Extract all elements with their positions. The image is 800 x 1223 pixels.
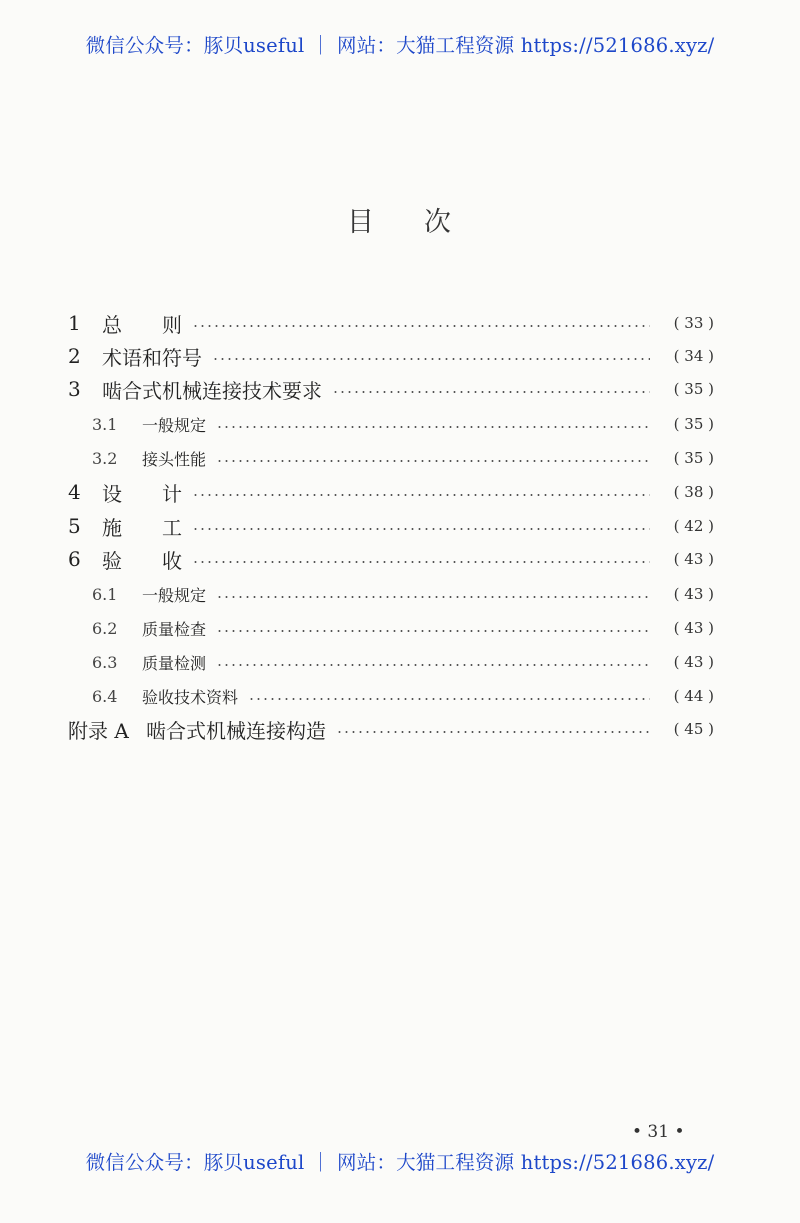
toc-leader [248, 698, 650, 700]
toc-page: ( 35 ) [673, 380, 714, 398]
toc-number: 3 [68, 377, 81, 401]
toc-number: 6.1 [92, 584, 118, 604]
toc-page: ( 35 ) [673, 415, 714, 433]
toc-entry[interactable] [68, 309, 714, 337]
toc-leader [332, 391, 650, 393]
toc-page: ( 43 ) [673, 653, 714, 671]
toc-leader [216, 630, 650, 632]
toc-number: 6.3 [92, 652, 118, 672]
toc-page: ( 43 ) [673, 585, 714, 603]
toc-page: ( 43 ) [673, 550, 714, 568]
toc-entry[interactable] [68, 545, 714, 573]
toc-leader [192, 494, 650, 496]
toc-number: 6 [68, 547, 81, 571]
toc-number: 3.1 [92, 414, 118, 434]
toc-entry[interactable] [68, 342, 714, 370]
toc-subentry[interactable] [92, 446, 714, 470]
toc-subentry[interactable] [92, 412, 714, 436]
toc-page: ( 44 ) [673, 687, 714, 705]
toc-label: 术语和符号 [102, 345, 202, 370]
toc-leader [216, 596, 650, 598]
toc-leader [216, 460, 650, 462]
toc-number: 2 [68, 344, 81, 368]
toc-number: 附录 A [68, 718, 129, 743]
toc-number: 5 [68, 514, 81, 538]
toc-leader [192, 528, 650, 530]
toc-subentry[interactable] [92, 616, 714, 640]
toc-page: ( 45 ) [673, 720, 714, 738]
toc-label: 总 则 [102, 312, 182, 337]
toc-label: 施 工 [102, 515, 182, 540]
toc-page: ( 35 ) [673, 449, 714, 467]
toc-page: ( 43 ) [673, 619, 714, 637]
toc-label: 验 收 [102, 548, 182, 573]
toc-leader [212, 358, 650, 360]
toc-label: 接头性能 [142, 449, 207, 469]
toc-page: ( 42 ) [673, 517, 714, 535]
toc-leader [336, 731, 650, 733]
toc-page: ( 38 ) [673, 483, 714, 501]
toc-label: 一般规定 [142, 415, 207, 435]
toc-leader [216, 426, 650, 428]
toc-entry[interactable] [68, 478, 714, 506]
toc-subentry[interactable] [92, 582, 714, 606]
toc-entry[interactable] [68, 512, 714, 540]
page-title [0, 200, 800, 239]
toc-leader [192, 561, 650, 563]
toc-leader [192, 325, 650, 327]
toc-number: 1 [68, 311, 81, 335]
toc-number: 6.4 [92, 686, 118, 706]
toc-label: 设 计 [102, 481, 182, 506]
title-char-2: 次 [424, 207, 453, 238]
title-char-1: 目 [347, 207, 376, 238]
toc-subentry[interactable] [92, 684, 714, 708]
toc-page: ( 34 ) [673, 347, 714, 365]
page-number: • 31 • [632, 1122, 685, 1142]
toc-number: 3.2 [92, 448, 118, 468]
toc-page: ( 33 ) [673, 314, 714, 332]
toc-label: 啮合式机械连接技术要求 [102, 378, 322, 403]
toc-number: 6.2 [92, 618, 118, 638]
toc-leader [216, 664, 650, 666]
toc-number: 4 [68, 480, 81, 504]
toc-label: 质量检查 [142, 619, 207, 639]
toc-entry[interactable] [68, 715, 714, 743]
toc-label: 验收技术资料 [142, 687, 239, 707]
toc-label: 一般规定 [142, 585, 207, 605]
toc-entry[interactable] [68, 375, 714, 403]
toc-subentry[interactable] [92, 650, 714, 674]
toc-label: 啮合式机械连接构造 [146, 718, 326, 743]
watermark-bottom: 微信公众号：豚贝useful ｜ 网站：大猫工程资源 https://521686.xyz/ [85, 1151, 715, 1174]
toc-label: 质量检测 [142, 653, 207, 673]
watermark-top: 微信公众号：豚贝useful ｜ 网站：大猫工程资源 https://521686.xyz/ [85, 34, 715, 57]
